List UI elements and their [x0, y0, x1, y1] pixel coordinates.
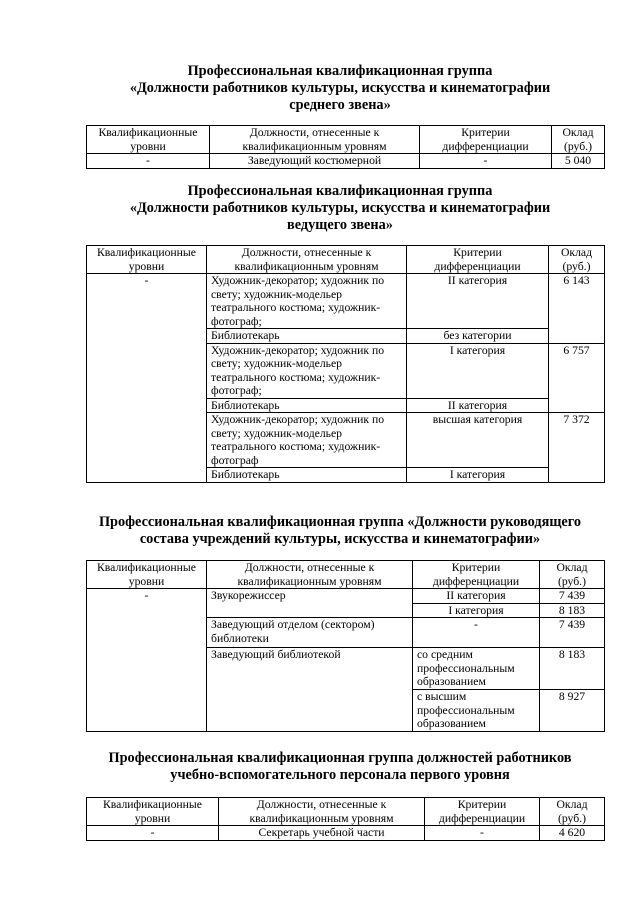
table-header-row	[87, 126, 605, 154]
group3-title-line1: Профессиональная квалификационная группа «Должности руководящего	[98, 514, 582, 530]
group4-title-line1: Профессиональная квалификационная группа должностей работников	[108, 750, 572, 766]
group4-table	[86, 797, 605, 841]
cell-position: Звукорежиссер	[207, 589, 413, 618]
table-header-row	[87, 798, 605, 826]
cell-criteria: I категория	[413, 603, 540, 618]
cell-salary: 7 372	[549, 413, 605, 483]
header-criteria: Критерии дифференциации	[425, 798, 540, 826]
header-criteria: Критерии дифференциации	[407, 246, 549, 274]
cell-position: Заведующий костюмерной	[210, 154, 420, 169]
group4-title	[50, 750, 630, 784]
cell-level: -	[87, 826, 219, 841]
group2-title-line1: Профессиональная квалификационная группа	[187, 183, 493, 199]
header-salary: Оклад (руб.)	[540, 798, 605, 826]
cell-criteria: -	[425, 826, 540, 841]
header-salary: Оклад (руб.)	[549, 246, 605, 274]
header-criteria: Критерии дифференциации	[420, 126, 552, 154]
table-header-row	[87, 561, 605, 589]
cell-criteria: II категория	[413, 589, 540, 604]
cell-position: Заведующий отделом (сектором) библиотеки	[207, 618, 413, 648]
cell-salary: 6 757	[549, 343, 605, 413]
cell-criteria: II категория	[407, 398, 549, 413]
cell-criteria: с высшим профессиональным образованием	[413, 690, 540, 732]
group1-title-line1: Профессиональная квалификационная группа	[187, 63, 493, 79]
cell-level: -	[87, 589, 207, 732]
cell-criteria: -	[420, 154, 552, 169]
cell-criteria: высшая категория	[407, 413, 549, 468]
group3-title-line2: состава учреждений культуры, искусства и кинематографии»	[139, 531, 541, 547]
group1-title	[60, 63, 620, 114]
cell-salary: 7 439	[540, 618, 605, 648]
cell-position: Секретарь учебной части	[219, 826, 425, 841]
cell-position: Библиотекарь	[207, 398, 407, 413]
cell-position: Библиотекарь	[207, 468, 407, 483]
cell-criteria: II категория	[407, 274, 549, 329]
cell-salary: 4 620	[540, 826, 605, 841]
table-row	[87, 154, 605, 169]
table-header-row	[87, 246, 605, 274]
cell-criteria: I категория	[407, 343, 549, 398]
header-level: Квалификационные уровни	[87, 798, 219, 826]
header-salary: Оклад (руб.)	[540, 561, 605, 589]
group1-title-line3: среднего звена»	[289, 97, 391, 113]
cell-position: Художник-декоратор; художник по свету; художник-модельер театрального костюма; художник-фотограф;	[207, 343, 407, 398]
cell-salary: 6 143	[549, 274, 605, 344]
cell-salary: 8 183	[540, 603, 605, 618]
cell-criteria: со средним профессиональным образованием	[413, 648, 540, 690]
group4-title-line2: учебно-вспомогательного персонала первого уровня	[170, 767, 510, 783]
group2-title	[60, 183, 620, 234]
header-level: Квалификационные уровни	[87, 561, 207, 589]
cell-level: -	[87, 154, 210, 169]
cell-salary: 8 927	[540, 690, 605, 732]
cell-position: Заведующий библиотекой	[207, 648, 413, 732]
header-positions: Должности, отнесенные к квалификационным уровням	[210, 126, 420, 154]
cell-criteria: I категория	[407, 468, 549, 483]
cell-salary: 8 183	[540, 648, 605, 690]
group3-title	[50, 514, 630, 548]
cell-criteria: без категории	[407, 329, 549, 344]
cell-salary: 7 439	[540, 589, 605, 604]
table-row	[87, 826, 605, 841]
header-criteria: Критерии дифференциации	[413, 561, 540, 589]
cell-level: -	[87, 274, 207, 483]
header-level: Квалификационные уровни	[87, 246, 207, 274]
cell-position: Художник-декоратор; художник по свету; художник-модельер театрального костюма; художник-фотограф;	[207, 274, 407, 329]
cell-position: Художник-декоратор; художник по свету; художник-модельер театрального костюма; художник-фотограф	[207, 413, 407, 468]
group2-title-line3: ведущего звена»	[287, 217, 393, 233]
cell-criteria: -	[413, 618, 540, 648]
table-row	[87, 589, 605, 604]
group2-title-line2: «Должности работников культуры, искусства и кинематографии	[129, 200, 551, 216]
header-positions: Должности, отнесенные к квалификационным уровням	[207, 246, 407, 274]
table-row	[87, 274, 605, 329]
group1-table	[86, 125, 605, 169]
header-level: Квалификационные уровни	[87, 126, 210, 154]
cell-position: Библиотекарь	[207, 329, 407, 344]
group2-table	[86, 245, 605, 483]
header-positions: Должности, отнесенные к квалификационным уровням	[207, 561, 413, 589]
cell-salary: 5 040	[552, 154, 605, 169]
group1-title-line2: «Должности работников культуры, искусства и кинематографии	[129, 80, 551, 96]
header-positions: Должности, отнесенные к квалификационным уровням	[219, 798, 425, 826]
group3-table	[86, 560, 605, 732]
header-salary: Оклад (руб.)	[552, 126, 605, 154]
